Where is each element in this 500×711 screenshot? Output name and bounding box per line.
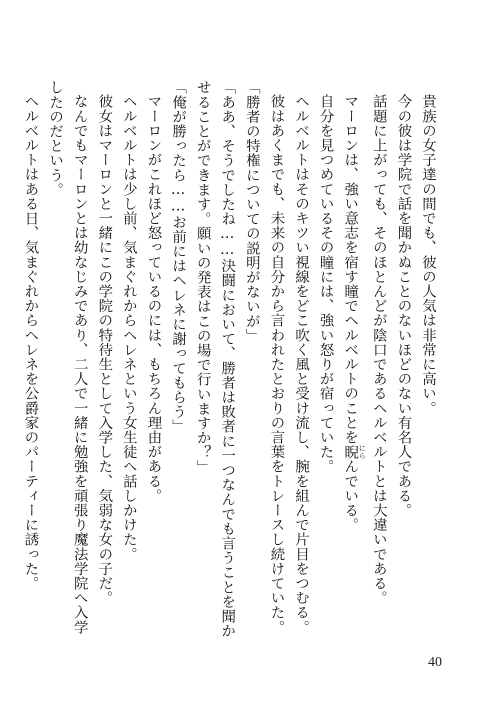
page-number: 40 [428, 655, 442, 670]
paragraph-1: 貴族の女子達の間でも、彼の人気は非常に高い。 [420, 94, 436, 416]
paragraph-11: なんでもマーロンとは幼なじみであり、二人で一緒に勉強を頑張り魔法学院へ入学したのだという。 [47, 80, 88, 635]
paragraph-3: 話題に上がっても、そのほとんどが陰口であるヘルベルトとは大違いである。 [370, 94, 387, 606]
paragraph-7: 彼はあくまでも、未来の自分から言われたとおりの言葉をトレースし続けていた。 [268, 94, 285, 635]
dialog-line-2: 「ああ、そうでしたね……決闘において、勝者は敗者に一つなんでも言うことを聞かせることができます。願いの発表はこの場で行いますか？」 [194, 80, 236, 638]
paragraph-5: 自分を見つめているその瞳には、強い怒りが宿っていた。 [317, 94, 334, 474]
ruby-annotation: 睨 にら [342, 444, 367, 460]
paragraph-2: 今の彼は学院で話を聞かぬことのないほどのない有名人である。 [395, 94, 412, 518]
paragraph-9: ヘルベルトは少し前、気まぐれからヘレネという女生徒へ話しかけた。 [120, 94, 137, 562]
paragraph-4: マーロンは、強い意志を宿す瞳でヘルベルトのことを睨 にらんでいる。 [342, 94, 367, 533]
ruby-reading: にら [358, 444, 367, 460]
dialog-line-1: 「勝者の特権についての説明がないが」 [243, 80, 260, 343]
vertical-text-body [18, 80, 440, 640]
paragraph-6: ヘルベルトはそのキツい視線をどこ吹く風と受け流し、腕を組んで片目をつむる。 [293, 94, 310, 635]
paragraph-8: マーロンがこれほど怒っているのには、もちろん理由がある。 [145, 94, 162, 504]
paragraph-12: ヘルベルトはある日、気まぐれからヘレネを公爵家のパーティーに誘った。 [22, 94, 39, 591]
paragraph-10: 彼女はマーロンと一緒にこの学院の特待生として入学した、気弱な女の子だ。 [96, 94, 113, 606]
dialog-line-3: 「俺が勝ったら……お前にはヘレネに謝ってもらう」 [170, 80, 187, 434]
